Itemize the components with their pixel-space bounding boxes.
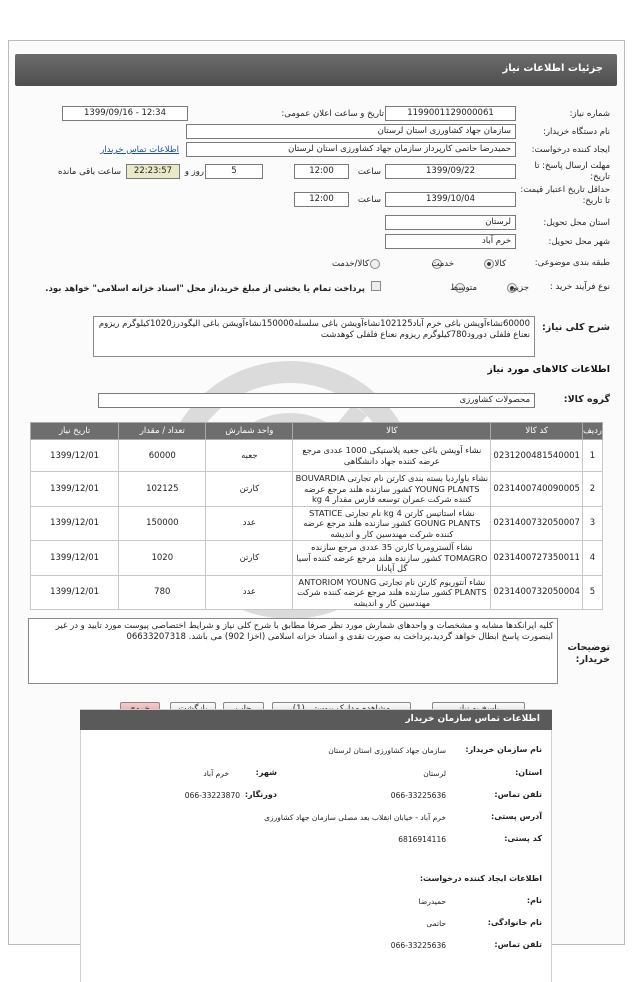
creator-phone-value: 066-33225636 (390, 941, 446, 950)
deadline-days-field: 5 (205, 164, 263, 179)
category-goods-radio[interactable] (484, 259, 494, 269)
contact-org-value: سازمان جهاد کشاورزی استان لرستان (328, 746, 446, 755)
process-minor-label: جزیی (509, 283, 529, 293)
col-qty: تعداد / مقدار (119, 423, 206, 440)
category-both-radio[interactable] (370, 259, 380, 269)
announce-field: 1399/09/16 - 12:34 (62, 106, 188, 121)
goods-date: 1399/12/01 (31, 575, 119, 610)
row-number: 3 (582, 506, 602, 541)
need-number-label: شماره نیاز: (569, 109, 610, 119)
need-number-field: 1199001129000061 (385, 106, 516, 121)
col-date: تاریخ نیاز (31, 423, 119, 440)
validity-date-field: 1399/10/04 (385, 192, 516, 207)
contact-card-header (80, 710, 552, 730)
goods-code: 0231400727350011 (491, 541, 583, 576)
col-unit: واحد شمارش (206, 423, 293, 440)
page-header (15, 54, 617, 86)
remaining-time-field: 22:23:57 (126, 164, 180, 179)
contact-card-title: اطلاعات تماس سازمان خریدار (405, 714, 540, 724)
province-field: لرستان (385, 215, 516, 230)
contact-fax-label: دورنگار: (244, 790, 277, 799)
contact-postal-value: 6816914116 (398, 835, 446, 844)
col-row: ردیف (582, 423, 602, 440)
goods-group-field: محصولات کشاورزی (98, 393, 535, 408)
deadline-date-field: 1399/09/22 (385, 164, 516, 179)
creator-family-label: نام خانوادگی: (487, 918, 542, 927)
creator-name-label: نام: (526, 896, 542, 905)
goods-table (30, 422, 603, 610)
goods-unit: کارتن (206, 472, 293, 507)
contact-postal-label: کد پستی: (504, 834, 542, 843)
row-number: 5 (582, 575, 602, 610)
deadline-label: مهلت ارسال پاسخ: تا تاریخ: (534, 161, 610, 182)
contact-city-label: شهر: (255, 768, 277, 777)
goods-qty: 60000 (119, 440, 206, 472)
summary-textarea: 60000نشاءآویشن باغی خرم آباد102125نشاءآویشن باغی سلسله150000نشاءآویشن باغی الیگودرز1020کیلوگرم ریزوم نعناع فلفلی دورود780کیلوگرم ریزوم نعناع فلفلی کوهدشت (93, 316, 535, 357)
table-row (31, 472, 603, 507)
goods-qty: 780 (119, 575, 206, 610)
goods-code: 0231200481540001 (491, 440, 583, 472)
contact-fax-value: 066-33223870 (184, 791, 240, 800)
contact-phone-label: تلفن تماس: (494, 790, 542, 799)
goods-name: نشاء استاتیس کارتن 4 kg نام تجارتی STATICE GOUNG PLANTS کشور سازنده هلند مرجع عرضه کننده شرکت مهندسین کار و اندیشه (293, 506, 491, 541)
remaining-time-label: ساعت باقی مانده (57, 167, 121, 177)
city-label: شهر محل تحویل: (548, 237, 610, 247)
contact-city-value: خرم آباد (203, 769, 229, 778)
goods-qty: 150000 (119, 506, 206, 541)
validity-label: حداقل تاریخ اعتبار قیمت: تا تاریخ: (520, 185, 610, 206)
goods-code: 0231400732050004 (491, 575, 583, 610)
goods-unit: عدد (206, 506, 293, 541)
goods-qty: 1020 (119, 541, 206, 576)
contact-phone-value: 066-33225636 (390, 791, 446, 800)
buyer-org-label: نام دستگاه خریدار: (543, 127, 610, 137)
city-field: خرم آباد (385, 234, 516, 249)
creator-name-value: حمیدرضا (418, 897, 446, 906)
goods-date: 1399/12/01 (31, 506, 119, 541)
contact-province-label: استان: (515, 768, 542, 777)
process-label: نوع فرآیند خرید : (549, 282, 610, 292)
page-title: جزئیات اطلاعات نیاز (502, 63, 603, 74)
creator-info-title: اطلاعات ایجاد کننده درخواست: (419, 874, 542, 883)
deadline-time-label: ساعت (357, 167, 381, 177)
row-number: 2 (582, 472, 602, 507)
goods-date: 1399/12/01 (31, 541, 119, 576)
buyer-contact-link[interactable]: اطلاعات تماس خریدار (100, 145, 179, 155)
goods-qty: 102125 (119, 472, 206, 507)
province-label: استان محل تحویل: (543, 218, 610, 228)
validity-time-field: 12:00 (294, 192, 349, 207)
creator-field: حمیدرضا حاتمی کارپرداز سازمان جهاد کشاورزی استان لرستان (186, 142, 516, 157)
contact-province-value: لرستان (423, 769, 446, 778)
goods-code: 0231400732050007 (491, 506, 583, 541)
contact-org-label: نام سازمان خریدار: (465, 745, 542, 754)
goods-date: 1399/12/01 (31, 472, 119, 507)
goods-name: نشاء باواردیا بسته بندی کارتن نام تجارتی BOUVARDIA YOUNG PLANTS کشور سازنده هلند مرجع عرضه کننده شرکت عمران توسعه فارس مقدار 4 kg (293, 472, 491, 507)
creator-phone-label: تلفن تماس: (494, 940, 542, 949)
deadline-days-label: روز و (184, 167, 204, 177)
buyer-notes-label: توضیحات خریدار: (567, 642, 610, 665)
goods-name: نشاء آویشن باغی جعبه پلاستیکی 1000 عددی مرجع عرضه کننده جهاد دانشگاهی (293, 440, 491, 472)
contact-address-label: آدرس پستی: (491, 812, 542, 821)
summary-label: شرح کلی نیاز: (541, 322, 610, 333)
treasury-note: پرداخت تمام یا بخشی از مبلغ خرید،از محل "اسناد خزانه اسلامی" خواهد بود. (45, 284, 365, 294)
category-label: طبقه بندی موضوعی: (534, 258, 610, 268)
table-header-row (31, 423, 603, 440)
validity-time-label: ساعت (357, 195, 381, 205)
process-medium-label: متوسط (450, 283, 477, 293)
col-code: کد کالا (491, 423, 583, 440)
table-row (31, 541, 603, 576)
category-both-label: کالا/خدمت (332, 259, 369, 269)
row-number: 1 (582, 440, 602, 472)
category-service-label: خدمت (431, 259, 454, 269)
deadline-time-field: 12:00 (294, 164, 349, 179)
goods-group-label: گروه کالا: (563, 394, 610, 405)
goods-unit: کارتن (206, 541, 293, 576)
goods-name: نشاء آلسترومریا کارتن 35 عددی مرجع سازنده TOMAGRO کشور سازنده هلند مرجع عرضه کننده آسیا گل آپادانا (293, 541, 491, 576)
goods-unit: عدد (206, 575, 293, 610)
category-goods-label: کالا (494, 259, 506, 269)
goods-section-title: اطلاعات کالاهای مورد نیاز (487, 364, 610, 375)
goods-code: 0231400740090005 (491, 472, 583, 507)
contact-address-value: خرم آباد - خیابان انقلاب بعد مصلی سازمان جهاد کشاورزی (264, 813, 446, 822)
creator-label: ایجاد کننده درخواست: (531, 145, 610, 155)
buyer-org-field: سازمان جهاد کشاورزی استان لرستان (186, 124, 516, 139)
goods-name: نشاء آنتوریوم کارتن نام تجارتی ANTORIOM YOUNG PLANTS کشور سازنده هلند مرجع عرضه کننده شرکت مهندسین کار و اندیشه (293, 575, 491, 610)
creator-family-value: حاتمی (426, 919, 446, 928)
table-row (31, 506, 603, 541)
table-row (31, 575, 603, 610)
treasury-checkbox[interactable] (371, 281, 381, 291)
table-row (31, 440, 603, 472)
buyer-notes-textarea: کلیه ایرانکدها مشابه و مشخصات و واحدهای شمارش مورد نظر صرفا مطابق با شرح کلی نیاز و شرایط اختصاصی پیوست مورد تایید و در غیر اینصورت پاسخ ابطال خواهد گردید،پرداخت به صورت نقدی و اسناد خزانه اسلامی (اخزا 902) می باشد. 06633207318 (28, 618, 558, 684)
col-name: کالا (293, 423, 491, 440)
announce-label: تاریخ و ساعت اعلان عمومی: (281, 109, 384, 119)
row-number: 4 (582, 541, 602, 576)
goods-date: 1399/12/01 (31, 440, 119, 472)
goods-unit: جعبه (206, 440, 293, 472)
